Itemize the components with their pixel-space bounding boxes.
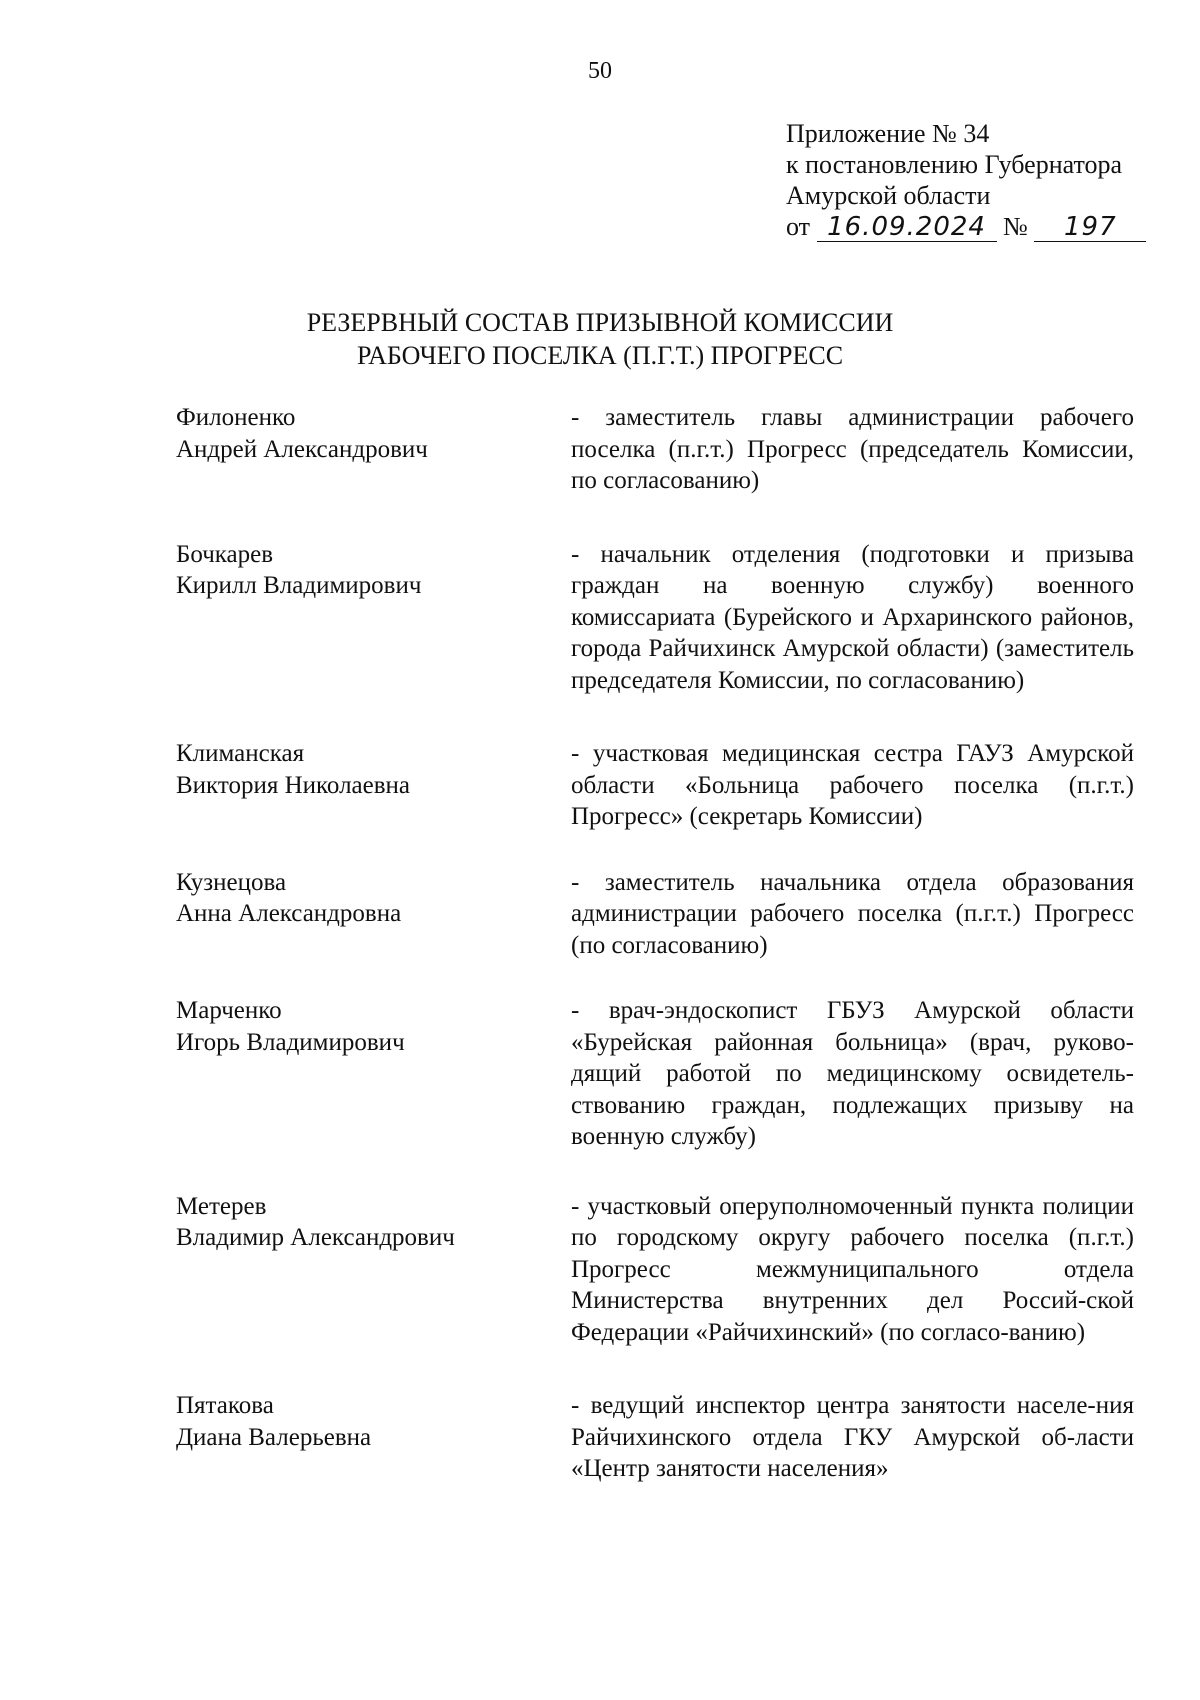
member-name xyxy=(176,1390,571,1485)
handwritten-date: 16.09.2024 xyxy=(817,213,997,242)
member-row xyxy=(176,1191,1134,1349)
handwritten-number: 197 xyxy=(1034,213,1146,242)
member-given-names: Кирилл Владимирович xyxy=(176,572,422,599)
number-sign: № xyxy=(1003,212,1028,241)
member-row xyxy=(176,995,1134,1153)
member-surname: Климанская xyxy=(176,740,305,767)
member-surname: Пятакова xyxy=(176,1392,274,1419)
member-row xyxy=(176,1390,1134,1485)
member-role: - участковый оперуполномоченный пункта полиции по городскому округу рабочего поселка (п.г.т.) Прогресс межмуниципального отдела Министерства внутренних дел Россий-ской Федерации «Райчихинский» (по согласо-ванию) xyxy=(571,1192,1134,1346)
member-role: - заместитель начальника отдела образования администрации рабочего поселка (п.г.т.) Прогресс (по согласованию) xyxy=(571,868,1134,959)
member-surname: Метерев xyxy=(176,1192,267,1220)
title-line-2: РАБОЧЕГО ПОСЕЛКА (П.Г.Т.) ПРОГРЕСС xyxy=(356,341,844,370)
member-role: - ведущий инспектор центра занятости населе-ния Райчихинского отдела ГКУ Амурской об-ласти «Центр занятости населения» xyxy=(571,1392,1134,1482)
member-surname: Марченко xyxy=(176,997,282,1024)
member-row xyxy=(176,539,1134,697)
member-role: - заместитель главы администрации рабочего поселка (п.г.т.) Прогресс (председатель Комиссии, по согласованию) xyxy=(571,404,1134,494)
page-number: 50 xyxy=(588,58,612,84)
member-name xyxy=(176,995,571,1153)
member-name xyxy=(176,738,571,833)
member-surname: Бочкарев xyxy=(176,540,274,568)
member-role: - врач-эндоскопист ГБУЗ Амурской области «Бурейская районная больница» (врач, руково-дящий работой по медицинскому освидетель-ствованию граждан, подлежащих призыву на военную службу) xyxy=(571,997,1134,1150)
member-role: - участковая медицинская сестра ГАУЗ Амурской области «Больница рабочего поселка (п.г.т.) Прогресс» (секретарь Комиссии) xyxy=(571,740,1134,830)
member-name xyxy=(176,1191,571,1349)
member-given-names: Виктория Николаевна xyxy=(176,771,411,799)
member-surname: Филоненко xyxy=(176,404,296,431)
appendix-date-line xyxy=(786,211,1166,242)
document-title xyxy=(0,306,1200,372)
member-name xyxy=(176,867,571,962)
member-given-names: Анна Александровна xyxy=(176,900,402,927)
member-row xyxy=(176,867,1134,962)
member-row xyxy=(176,402,1134,497)
member-given-names: Игорь Владимирович xyxy=(176,1028,405,1056)
members-list xyxy=(176,402,1134,1485)
member-given-names: Андрей Александрович xyxy=(176,435,428,463)
member-role: - начальник отделения (подготовки и призыва граждан на военную службу) военного комиссариата (Бурейского и Архаринского районов, города Райчихинск Амурской области) (заместитель председателя Комиссии, по согласованию) xyxy=(571,540,1134,694)
member-surname: Кузнецова xyxy=(176,868,287,896)
member-name xyxy=(176,539,571,697)
member-given-names: Диана Валерьевна xyxy=(176,1423,372,1451)
member-row xyxy=(176,738,1134,833)
member-given-names: Владимир Александрович xyxy=(176,1224,455,1251)
appendix-decree-reference: к постановлению Губернатора xyxy=(786,150,1123,179)
appendix-number: Приложение № 34 xyxy=(786,119,990,148)
member-name xyxy=(176,402,571,497)
appendix-block xyxy=(786,118,1166,242)
appendix-region: Амурской области xyxy=(786,181,991,210)
title-line-1: РЕЗЕРВНЫЙ СОСТАВ ПРИЗЫВНОЙ КОМИССИИ xyxy=(306,308,894,337)
date-prefix: от xyxy=(786,212,811,241)
